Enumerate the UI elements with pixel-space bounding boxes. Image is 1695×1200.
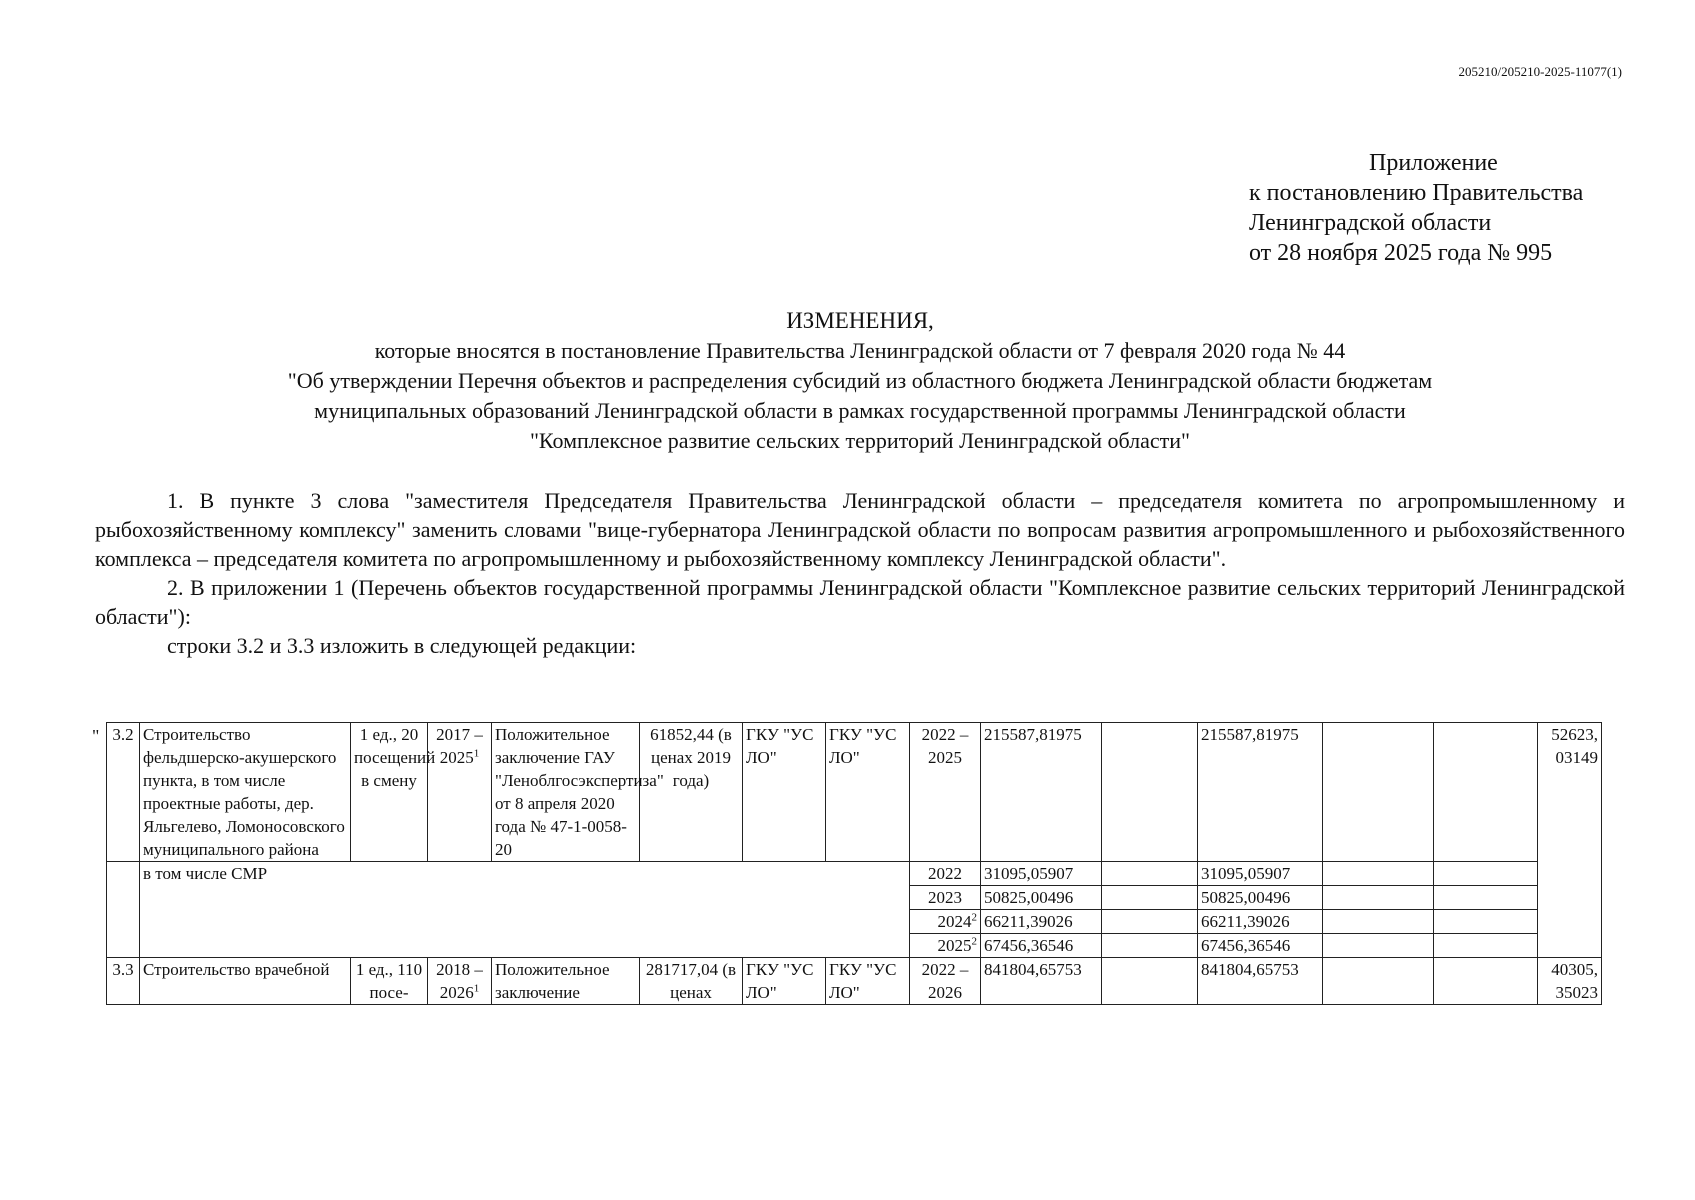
estimated-cost: 61852,44 (в ценах 2019 года) xyxy=(640,723,743,862)
local-amount: 841804,65753 xyxy=(1198,958,1323,1005)
years-text: 2018 – 2026 xyxy=(436,960,483,1002)
empty-cell xyxy=(1102,886,1198,910)
customer: ГКУ "УС ЛО" xyxy=(743,723,826,862)
empty-cell xyxy=(1434,862,1538,886)
opening-quote: " xyxy=(92,726,100,746)
smr-year-text: 2025 xyxy=(937,936,972,955)
expertise: Положительное заключение xyxy=(492,958,640,1005)
smr-year-text: 2022 xyxy=(928,864,962,883)
empty-cell xyxy=(1323,862,1434,886)
document-heading xyxy=(95,306,1625,456)
heading-line: которые вносятся в постановление Правительства Ленинградской области от 7 февраля 2020 года № 44 xyxy=(374,338,1346,363)
appendix-line: Приложение xyxy=(1369,150,1498,176)
estimated-cost: 281717,04 (в ценах xyxy=(640,958,743,1005)
smr-local: 31095,05907 xyxy=(1198,862,1323,886)
smr-year xyxy=(910,862,981,886)
local-amount: 215587,81975 xyxy=(1198,723,1323,862)
empty-cell xyxy=(1323,958,1434,1005)
document-id: 205210/205210-2025-11077(1) xyxy=(1458,64,1622,79)
paragraph-3: строки 3.2 и 3.3 изложить в следующей редакции: xyxy=(167,633,637,658)
smr-year-text: 2023 xyxy=(928,888,962,907)
expertise: Положительное заключение ГАУ "Леноблгосэкспертиза" от 8 апреля 2020 года № 47-1-0058-20 xyxy=(492,723,640,862)
empty-cell xyxy=(1102,862,1198,886)
empty-cell xyxy=(1434,958,1538,1005)
period: 2022 – 2025 xyxy=(910,723,981,862)
smr-year xyxy=(910,886,981,910)
capacity: 1 ед., 20 посещений в смену xyxy=(351,723,428,862)
row-number: 3.2 xyxy=(107,723,140,862)
table-row xyxy=(107,723,1602,862)
smr-local: 67456,36546 xyxy=(1198,934,1323,958)
smr-total: 67456,36546 xyxy=(981,934,1102,958)
years xyxy=(428,958,492,1005)
total-amount: 841804,65753 xyxy=(981,958,1102,1005)
empty-cell xyxy=(1323,886,1434,910)
appendix-block xyxy=(1249,148,1583,268)
empty-cell xyxy=(1323,910,1434,934)
footnote-mark: 1 xyxy=(473,982,480,995)
smr-total: 66211,39026 xyxy=(981,910,1102,934)
paragraph-2: 2. В приложении 1 (Перечень объектов государственной программы Ленинградской области "Комплексное развитие сельских территорий Ленинградской области"): xyxy=(95,575,1625,629)
object-name: Строительство фельдшерско-акушерского пункта, в том числе проектные работы, дер. Яльгелево, Ломоносовского муниципального района xyxy=(140,723,351,862)
empty-cell xyxy=(1102,958,1198,1005)
footnote-mark: 2 xyxy=(971,911,977,924)
empty-cell xyxy=(1102,934,1198,958)
table-row xyxy=(107,862,1602,886)
heading-line: муниципальных образований Ленинградской области в рамках государственной программы Ленинградской области xyxy=(314,398,1406,423)
builder: ГКУ "УС ЛО" xyxy=(826,723,910,862)
smr-local: 50825,00496 xyxy=(1198,886,1323,910)
column-a xyxy=(1323,723,1434,862)
smr-label: в том числе СМР xyxy=(140,862,910,958)
years-text: 2017 – 2025 xyxy=(436,725,483,767)
last-value: 52623, 03149 xyxy=(1538,723,1602,958)
period: 2022 – 2026 xyxy=(910,958,981,1005)
empty-cell xyxy=(1434,934,1538,958)
paragraph-1: 1. В пункте 3 слова "заместителя Председателя Правительства Ленинградской области – председателя комитета по агропромышленному и рыбохозяйственному комплексу" заменить словами "вице-губернатора Ленинградской области по вопросам развития агропромышленного и рыбохозяйственного комплекса – председателя комитета по агропромышленному и рыбохозяйственному комплексу Ленинградской области". xyxy=(95,488,1625,571)
builder: ГКУ "УС ЛО" xyxy=(826,958,910,1005)
regional-amount xyxy=(1102,723,1198,862)
empty-cell xyxy=(1102,910,1198,934)
empty-cell xyxy=(1434,910,1538,934)
empty-cell xyxy=(107,862,140,958)
heading-line: "Об утверждении Перечня объектов и распределения субсидий из областного бюджета Ленинградской области бюджетам xyxy=(287,368,1433,393)
document-body xyxy=(95,486,1625,660)
heading-line: "Комплексное развитие сельских территорий Ленинградской области" xyxy=(529,428,1191,453)
capacity: 1 ед., 110 посе- xyxy=(351,958,428,1005)
smr-total: 31095,05907 xyxy=(981,862,1102,886)
appendix-line: Ленинградской области xyxy=(1249,210,1492,236)
empty-cell xyxy=(1323,934,1434,958)
appendix-line: к постановлению Правительства xyxy=(1249,180,1584,206)
footnote-mark: 2 xyxy=(971,935,977,948)
customer: ГКУ "УС ЛО" xyxy=(743,958,826,1005)
table-row xyxy=(107,958,1602,1005)
smr-year xyxy=(910,934,981,958)
footnote-mark: 1 xyxy=(473,747,480,760)
smr-year-text: 2024 xyxy=(937,912,972,931)
object-name: Строительство врачебной xyxy=(140,958,351,1005)
total-amount: 215587,81975 xyxy=(981,723,1102,862)
years xyxy=(428,723,492,862)
appendix-line: от 28 ноября 2025 года № 995 xyxy=(1249,240,1553,266)
empty-cell xyxy=(1434,886,1538,910)
column-b xyxy=(1434,723,1538,862)
heading-title: ИЗМЕНЕНИЯ, xyxy=(786,308,934,333)
smr-year xyxy=(910,910,981,934)
row-number: 3.3 xyxy=(107,958,140,1005)
objects-table xyxy=(106,722,1602,1005)
smr-local: 66211,39026 xyxy=(1198,910,1323,934)
smr-total: 50825,00496 xyxy=(981,886,1102,910)
last-value: 40305, 35023 xyxy=(1538,958,1602,1005)
